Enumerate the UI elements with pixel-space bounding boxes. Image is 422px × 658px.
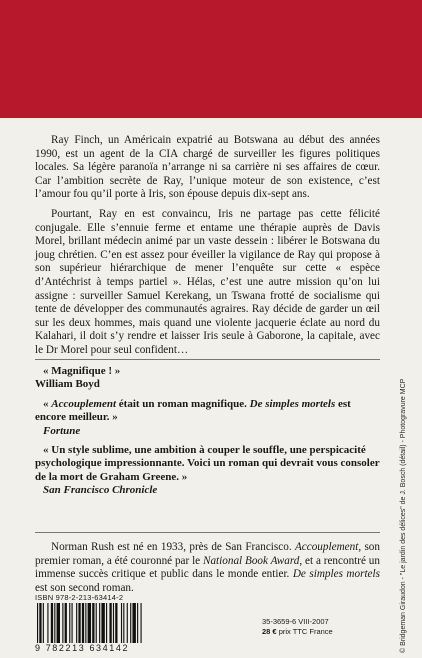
price-line — [262, 627, 333, 637]
bio-title: Accouplement — [294, 541, 359, 553]
quote-source: William Boyd — [35, 378, 100, 391]
quote-2 — [35, 398, 380, 438]
isbn-label: ISBN 978-2-213-63414-2 — [35, 593, 124, 602]
bio-part: est son second roman. — [35, 581, 134, 594]
divider-bottom — [35, 532, 380, 533]
quote-text: « Magnifique ! » — [43, 365, 121, 377]
quote-text — [35, 398, 380, 425]
bio-award: National Book Award — [202, 554, 300, 567]
bio-part: , et a rencontré un immense succès critique et public dans le monde entier. — [35, 554, 380, 581]
summary-paragraph-1: Ray Finch, un Américain expatrié au Botswana au début des années 1990, est un agent de la CIA chargé de surveiller les figures politiques locales. Sa légère paranoïa n’arrange ni sa carrière ni ses affaires de cœur. Car l’ambition secrète de Ray, l’unique moteur de son existence, c’est l’amour fou qu’il porte à Iris, son épouse depuis dix-sept ans. — [35, 134, 380, 201]
author-bio — [35, 541, 380, 595]
quote-text-part: « — [43, 397, 52, 410]
reference-code: 35-3659-6 VIII-2007 — [262, 617, 329, 626]
press-quotes — [35, 365, 380, 504]
divider-top — [35, 359, 380, 360]
barcode — [35, 603, 185, 643]
reference-block — [262, 617, 333, 637]
quote-title-simples-mortels: De simples mortels — [249, 397, 336, 410]
bio-title: De simples mortels — [292, 568, 380, 581]
quote-title-accouplement: Accouplement — [51, 397, 117, 410]
price-suffix: prix TTC France — [276, 627, 333, 636]
image-credit: © Bridgeman Giraudon - "Le jardin des délices" de J. Bosch (détail) - Photogravure MCP — [400, 378, 407, 653]
barcode-digits: 9 782213 634142 — [35, 643, 130, 653]
quote-source: San Francisco Chronicle — [43, 484, 158, 497]
price-value: 28 € — [262, 627, 277, 636]
quote-text: « Un style sublime, une ambition à couper le souffle, une perspicacité psychologique impressionnante. Voici un roman qui devrait vous consoler de la mort de Graham Greene. » — [35, 444, 380, 483]
quote-text-part: était un roman magnifique. — [116, 397, 250, 410]
bio-part: , son premier roman, a été couronné par le — [35, 541, 380, 567]
quote-source: Fortune — [43, 424, 81, 437]
red-header-band — [0, 0, 422, 118]
bio-part: Norman Rush est né en 1933, près de San Francisco. — [51, 541, 295, 553]
summary-paragraph-2: Pourtant, Ray en est convaincu, Iris ne partage pas cette félicité conjugale. Elle s’ennuie ferme et entame une thérapie auprès de Davis Morel, brillant médecin animé par un vaste dessein : libérer le Botswana du joug chrétien. C’en est assez pour éveiller la vigilance de Ray qui propose à son supérieur hiérarchique de mener l’enquête sur cette « espèce d’Antéchrist à temps partiel ». Hélas, c’est une autre mission qu’on lui assigne : surveiller Samuel Kerekang, un Tswana frotté de socialisme qui tente de développer des communautés agraires. Ray décide de garder un œil sur les deux hommes, mais quand une violente jacquerie éclate au nord du Kalahari, il doit s’y rendre et laisser Iris seule à Gaborone, la capitale, avec le Dr Morel pour seul confident… — [35, 207, 380, 356]
quote-1 — [35, 365, 380, 392]
quote-text-part: est encore meilleur. » — [35, 397, 351, 424]
book-summary — [35, 134, 380, 364]
quote-3 — [35, 444, 380, 498]
